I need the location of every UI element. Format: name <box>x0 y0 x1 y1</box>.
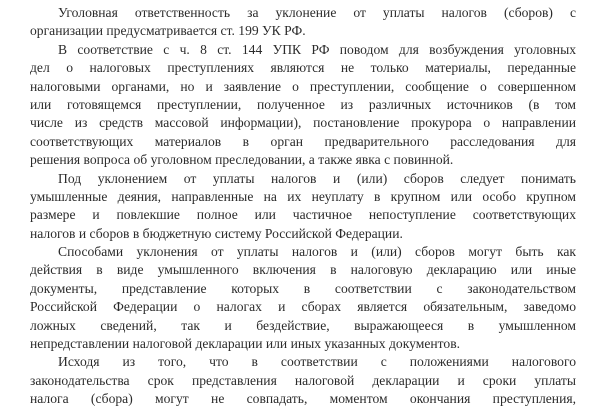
text-line: Способами уклонения от уплаты налогов и (или) сборов могут быть как <box>58 244 576 260</box>
text-line: налогов и сборов в бюджетную систему Российской Федерации. <box>30 225 403 241</box>
paragraph-evasion-definition <box>30 170 576 244</box>
text-line: решения вопроса об уголовном преследовании, а также явка с повинной. <box>30 152 454 168</box>
text-line: Российской Федерации о налогах и сборах является обязательным, заведомо <box>30 299 576 315</box>
text-line: В соответствие с ч. 8 ст. 144 УПК РФ поводом для возбуждения уголовных <box>58 41 576 57</box>
paragraph-deadlines <box>30 353 576 408</box>
text-line: Уголовная ответственность за уклонение от уплаты налогов (сборов) с <box>58 5 576 20</box>
text-line: Исходя из того, что в соответствии с положениями налогового <box>58 354 576 370</box>
text-line: числе из средств массовой информации), постановление прокурора о направлении <box>30 115 576 131</box>
text-line: дел о налоговых преступлениях являются не только материалы, переданные <box>30 60 576 76</box>
paragraph-evasion-methods <box>30 243 576 353</box>
text-line: непредставлении налоговой декларации или иных указанных документов. <box>30 336 461 352</box>
document-text <box>30 4 576 408</box>
text-line: организации предусматривается ст. 199 УК РФ. <box>30 23 306 39</box>
text-line: действия в виде умышленного включения в налоговую декларацию или иные <box>30 262 576 278</box>
text-line: законодательства срок представления налоговой декларации и сроки уплаты <box>30 372 576 388</box>
paragraph-grounds-for-case <box>30 41 576 170</box>
text-line: ложных сведений, так и бездействие, выражающееся в умышленном <box>30 317 576 333</box>
text-line: или готовящемся преступлении, полученное из различных источников (в том <box>30 96 576 112</box>
paragraph-criminal-liability <box>30 4 576 41</box>
text-line: налога (сбора) могут не совпадать, моментом окончания преступления, <box>30 391 576 407</box>
text-line: налоговыми органами, но и заявление о преступлении, сообщение о совершенном <box>30 78 576 94</box>
text-line: документы, представление которых в соответствии с законодательством <box>30 280 576 296</box>
text-line: соответствующих материалов в орган предварительного расследования для <box>30 133 576 149</box>
text-line: Под уклонением от уплаты налогов и (или) сборов следует понимать <box>58 170 576 186</box>
text-line: размере и повлекшие полное или частичное непоступление соответствующих <box>30 207 576 223</box>
text-line: умышленные деяния, направленные на их неуплату в крупном или особо крупном <box>30 188 576 204</box>
